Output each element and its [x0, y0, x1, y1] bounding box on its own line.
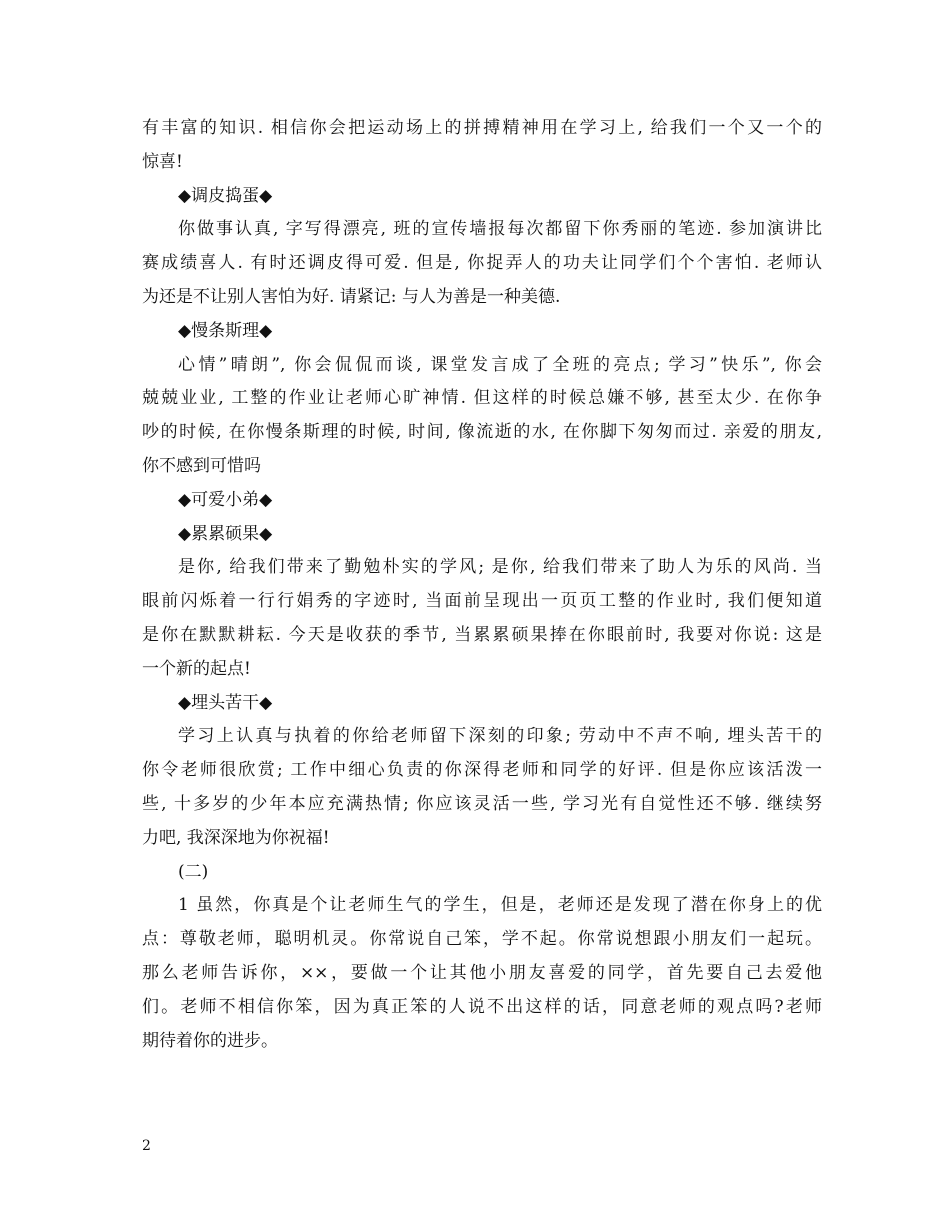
- text-line: 眼前闪烁着一行行娟秀的字迹时, 当面前呈现出一页页工整的作业时, 我们便知道: [142, 591, 822, 612]
- text-line: 1 虽然，你真是个让老师生气的学生，但是，老师还是发现了潜在你身上的优: [178, 895, 822, 916]
- text-line: 吵的时候, 在你慢条斯理的时候, 时间, 像流逝的水, 在你脚下匆匆而过. 亲爱的朋友,: [142, 422, 822, 443]
- text-line: 是你, 给我们带来了勤勉朴实的学风; 是你, 给我们带来了助人为乐的风尚. 当: [178, 557, 822, 578]
- text-line: 那么老师告诉你，××，要做一个让其他小朋友喜爱的同学，首先要自己去爱他: [142, 962, 822, 983]
- text-line: 力吧, 我深深地为你祝福!: [142, 827, 330, 848]
- text-line: 们。老师不相信你笨，因为真正笨的人说不出这样的话，同意老师的观点吗?老师: [142, 996, 822, 1017]
- body-text: [142, 112, 822, 1058]
- text-line: ◆慢条斯理◆: [178, 320, 273, 341]
- text-line: 惊喜!: [142, 151, 183, 172]
- page-number: 2: [142, 1138, 151, 1154]
- text-line: 一个新的起点!: [142, 658, 251, 679]
- text-line: 兢兢业业, 工整的作业让老师心旷神情. 但这样的时候总嫌不够, 甚至太少. 在你争: [142, 388, 822, 409]
- text-line: 是你在默默耕耘. 今天是收获的季节, 当累累硕果捧在你眼前时, 我要对你说: 这是: [142, 624, 822, 645]
- text-line: 为还是不让别人害怕为好. 请紧记: 与人为善是一种美德.: [142, 286, 561, 307]
- text-line: 你做事认真, 字写得漂亮, 班的宣传墙报每次都留下你秀丽的笔迹. 参加演讲比: [178, 219, 822, 240]
- text-line: 你令老师很欣赏; 工作中细心负责的你深得老师和同学的好评. 但是你应该活泼一: [142, 760, 822, 781]
- text-line: 期待着你的进步。: [142, 1030, 278, 1051]
- text-line: ◆可爱小弟◆: [178, 489, 273, 510]
- text-line: (二): [178, 861, 209, 882]
- text-line: ◆调皮捣蛋◆: [178, 185, 273, 206]
- text-line: 学习上认真与执着的你给老师留下深刻的印象; 劳动中不声不响, 埋头苦干的: [178, 726, 822, 747]
- text-line: ◆累累硕果◆: [178, 523, 273, 544]
- text-line: 赛成绩喜人. 有时还调皮得可爱. 但是, 你捉弄人的功夫让同学们个个害怕. 老师认: [142, 253, 822, 274]
- text-line: 有丰富的知识. 相信你会把运动场上的拼搏精神用在学习上, 给我们一个又一个的: [142, 118, 822, 138]
- text-line: 点：尊敬老师，聪明机灵。你常说自己笨，学不起。你常说想跟小朋友们一起玩。: [142, 929, 822, 950]
- text-line: ◆埋头苦干◆: [178, 692, 273, 713]
- text-line: 心情”晴朗”, 你会侃侃而谈, 课堂发言成了全班的亮点; 学习”快乐”, 你会: [178, 354, 822, 375]
- text-line: 些, 十多岁的少年本应充满热情; 你应该灵活一些, 学习光有自觉性还不够. 继续努: [142, 793, 822, 814]
- text-line: 你不感到可惜吗: [142, 455, 261, 476]
